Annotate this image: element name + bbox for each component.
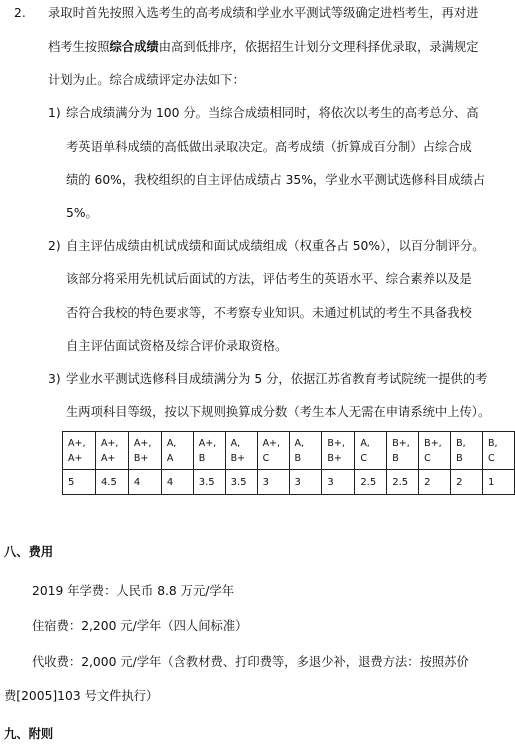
grade-text: A, <box>230 437 241 449</box>
grade-cell <box>63 432 96 470</box>
grade-text: A, <box>360 437 370 449</box>
section-heading-appendix: 九、附则 <box>4 727 54 741</box>
score-cell: 3 <box>322 470 355 495</box>
paragraph-line: 综合成绩满分为 100 分。当综合成绩相同时，将依次以考生的高考总分、高 <box>66 106 479 120</box>
grade-cell <box>483 432 515 470</box>
grade-text: C <box>360 452 367 464</box>
grade-text: B, <box>456 437 466 449</box>
bold-term: 综合成绩 <box>109 40 159 54</box>
grade-text: B+ <box>327 452 342 464</box>
paragraph-line: 学业水平测试选修科目成绩满分为 5 分，依据江苏省教育考试院统一提供的考 <box>66 372 488 386</box>
grade-text: C <box>262 452 270 464</box>
grade-text: A, <box>166 437 177 449</box>
grade-cell <box>322 432 355 470</box>
score-cell: 2.5 <box>387 470 419 495</box>
score-cell: 4 <box>128 470 161 495</box>
grade-text: C <box>488 452 495 464</box>
grade-text: C <box>424 452 431 464</box>
section-heading-fees: 八、费用 <box>4 545 54 559</box>
grade-cell <box>225 432 257 470</box>
score-cell: 4.5 <box>95 470 128 495</box>
grade-text: A+, <box>100 437 119 449</box>
score-cell: 3.5 <box>225 470 257 495</box>
score-cell: 4 <box>161 470 193 495</box>
grade-text: B+, <box>424 437 442 449</box>
score-cell: 1 <box>483 470 515 495</box>
grade-cell <box>257 432 289 470</box>
paragraph-line: 考英语单科成绩的高低做出录取决定。高考成绩（折算成百分制）占综合成 <box>66 140 472 154</box>
grade-text: B+, <box>327 437 345 449</box>
grade-text: A, <box>294 437 305 449</box>
grade-text: A+, <box>133 437 152 449</box>
paragraph-line: 自主评估面试资格及综合评价录取资格。 <box>66 339 288 353</box>
item-number: 2. <box>14 6 26 20</box>
sub-item-number: 1) <box>48 106 61 120</box>
grade-cell <box>95 432 128 470</box>
grade-text: B+ <box>230 452 246 464</box>
paragraph-line: 生两项科目等级，按以下规则换算成分数（考生本人无需在申请系统中上传）。 <box>66 405 491 419</box>
paragraph-line: 计划为止。综合成绩评定办法如下： <box>48 73 245 87</box>
grade-cell <box>193 432 225 470</box>
grade-text: A+, <box>198 437 217 449</box>
grade-text: B <box>198 452 206 464</box>
paragraph-line: 该部分将采用先机试后面试的方法，评估考生的英语水平、综合素养以及是 <box>66 272 472 286</box>
grade-text: B+ <box>133 452 149 464</box>
grade-text: B+, <box>392 437 410 449</box>
grade-text: B <box>456 452 463 464</box>
grade-cell <box>161 432 193 470</box>
grade-cell <box>355 432 387 470</box>
sub-item-number: 3) <box>48 372 61 386</box>
grade-text: B <box>392 452 399 464</box>
grade-text: A+, <box>68 437 86 449</box>
lodging-line: 住宿费：2,200 元/学年（四人间标准） <box>32 619 248 633</box>
sub-item-number: 2) <box>48 239 61 253</box>
paragraph-line: 绩的 60%，我校组织的自主评估成绩占 35%，学业水平测试选修科目成绩占 <box>66 173 486 187</box>
grade-cell <box>289 432 322 470</box>
grade-text: A+ <box>100 452 116 464</box>
grade-cell <box>451 432 483 470</box>
grade-cell <box>419 432 451 470</box>
paragraph-line: 否符合我校的特色要求等，不考察专业知识。未通过机试的考生不具备我校 <box>66 306 472 320</box>
grade-conversion-table <box>62 431 515 495</box>
paragraph-line <box>48 39 478 55</box>
grade-text: A <box>166 452 174 464</box>
score-cell: 2 <box>419 470 451 495</box>
fees-line: 代收费：2,000 元/学年（含教材费、打印费等，多退少补，退费方法：按照苏价 <box>32 655 469 669</box>
text-run: 档考生按照 <box>48 40 110 54</box>
grade-text: A+ <box>68 452 83 464</box>
score-cell: 5 <box>63 470 96 495</box>
score-cell: 2.5 <box>355 470 387 495</box>
score-cell: 3.5 <box>193 470 225 495</box>
paragraph-line: 5%。 <box>66 206 98 220</box>
grade-row <box>63 432 515 470</box>
grade-cell <box>387 432 419 470</box>
tuition-line: 2019 年学费：人民币 8.8 万元/学年 <box>32 584 234 598</box>
fees-line: 费[2005]103 号文件执行） <box>4 689 159 703</box>
score-cell: 2 <box>451 470 483 495</box>
paragraph-line: 录取时首先按照入选考生的高考成绩和学业水平测试等级确定进档考生，再对进 <box>48 6 479 20</box>
score-row <box>63 470 515 495</box>
score-cell: 3 <box>289 470 322 495</box>
text-run: 由高到低排序，依据招生计划分文理科择优录取，录满规定 <box>158 40 479 54</box>
score-cell: 3 <box>257 470 289 495</box>
paragraph-line: 自主评估成绩由机试成绩和面试成绩组成（权重各占 50%），以百分制评分。 <box>66 239 485 253</box>
grade-text: A+, <box>262 437 281 449</box>
grade-text: B <box>294 452 302 464</box>
grade-cell <box>128 432 161 470</box>
grade-text: B, <box>488 437 498 449</box>
